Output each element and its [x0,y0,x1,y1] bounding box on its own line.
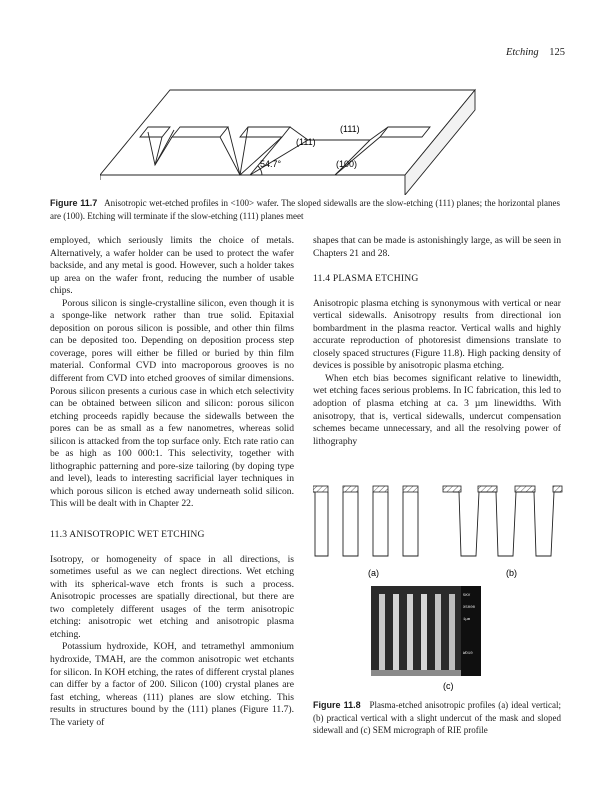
sem-scale-2: X5000 [463,606,476,610]
figure-11-8-caption [313,699,561,737]
figure-11-8-caption-text: Plasma-etched anisotropic profiles (a) ideal vertical; (b) practical vertical with a slight undercut of the mask and sloped sidewall and (c) SEM micrograph of RIE profile [313,700,561,735]
figure-11-8-diagram [313,484,563,696]
left-paragraph-3: Isotropy, or homogeneity of space in all directions, is sometimes useful as we can neglect directions. Wet etching with its spherical-wave etch fronts is such a process. Anisotropic processes are spatially directional, but there are two completely different usages of the term anisotropic etching: anisotropic wet etching and anisotropic plasma etching. [50,553,294,640]
mask-a [313,486,418,492]
right-paragraph-3: When etch bias becomes significant relative to linewidth, wet etching faces serious problems. In IC fabrication, this led to adoption of plasma etching at ca. 3 µm linewidths. With anisotropy, that is, vertical sidewalls, undercut compensation schemes became unnecessary, and all the resolving power of lithography [313,372,561,447]
sem-scale-3: 1μm [463,618,471,622]
figure-11-7-diagram [100,80,520,195]
label-b: (b) [506,568,517,578]
spacer [50,542,294,554]
spacer [313,286,561,298]
section-heading-11-3: 11.3 ANISOTROPIC WET ETCHING [50,529,205,541]
running-header-section: Etching [505,47,539,58]
sem-scale-4: WD10 [463,652,473,656]
label-angle: 54.7° [260,159,282,169]
left-paragraph-1: employed, which seriously limits the choice of metals. Alternatively, a wafer holder can be used to protect the wafer backside, and any metal is good. However, such a holder takes up area on the wafer front, reducing the number of usable chips. [50,235,294,297]
section-heading-11-4: 11.4 PLASMA ETCHING [313,273,419,285]
figure-11-7-caption-text: Anisotropic wet-etched profiles in <100> wafer. The sloped sidewalls are the slow-etching (111) planes; the horizontal planes are (100). Etching will terminate if the slow-etching (111) planes meet [50,198,560,221]
left-column [50,235,294,729]
left-paragraph-2: Porous silicon is single-crystalline silicon, even though it is a sponge-like network rather than true solid. Epitaxial deposition on porous silicon is possible, and other thin films can be deposited too. Depending on deposition process step coverage, pores will either be filled or buried by thin film material. Conformal CVD into macroporous grooves is no different from CVD into etched grooves of similar dimensions. Porous silicon presents a curious case in which etch selectivity can be obtained between silicon and silicon: porous silicon etching proceeds rapidly because the sidewalls between the pores can be as small as a few nanometres, whereas solid silicon is attacked from the top surface only. Etch rate ratio can be as high as 100 000:1. This selectivity, together with lithographic patterning and pore-size tailoring (by doping type and level), leads to interesting sacrificial layer techniques in which porous silicon is etched away underneath solid silicon. This will be dealt with in Chapter 22. [50,297,294,510]
mask-strip-4 [380,127,430,137]
running-header [506,47,565,58]
right-column [313,235,561,448]
sem-micrograph [371,586,481,676]
right-paragraph-2: Anisotropic plasma etching is synonymous with vertical or near vertical sidewalls. Anisotropy results from directional ion bombardment in the plasma reactor. Vertical walls and highly accurate reproduction of photoresist dimensions translate to closely spaced structures (Figure 11.8). High packing density of devices is possible by anisotropic plasma etching. [313,297,561,372]
label-plane-111-upper: (111) [340,124,360,134]
spacer [313,260,561,273]
right-paragraph-1: shapes that can be made is astonishingly large, as will be seen in Chapters 21 and 28. [313,235,561,259]
profile-a [313,492,418,556]
label-c: (c) [443,681,454,691]
label-plane-100: (100) [336,159,358,169]
sem-scale-1: 5KV [463,594,471,598]
mask-strip-2 [172,127,228,137]
page-number: 125 [549,47,565,58]
label-a: (a) [368,568,379,578]
mask-b [443,486,562,492]
figure-11-7-caption-label: Figure 11.7 [50,198,98,208]
left-paragraph-4: Potassium hydroxide, KOH, and tetramethyl ammonium hydroxide, TMAH, are the common anisotropic wet etchants for silicon. In KOH etching, the rates of different crystal planes can differ by a factor of 200. Silicon (100) crystal planes are fast etching, whereas (111) planes are slow etching. This results in structures bound by the (111) planes (Figure 11.7). The variety of [50,641,294,728]
label-plane-111-lower: (111) [296,137,316,147]
figure-11-7-caption [50,197,560,222]
spacer [50,511,294,529]
figure-11-8-caption-label: Figure 11.8 [313,700,361,710]
profile-b [453,492,561,556]
